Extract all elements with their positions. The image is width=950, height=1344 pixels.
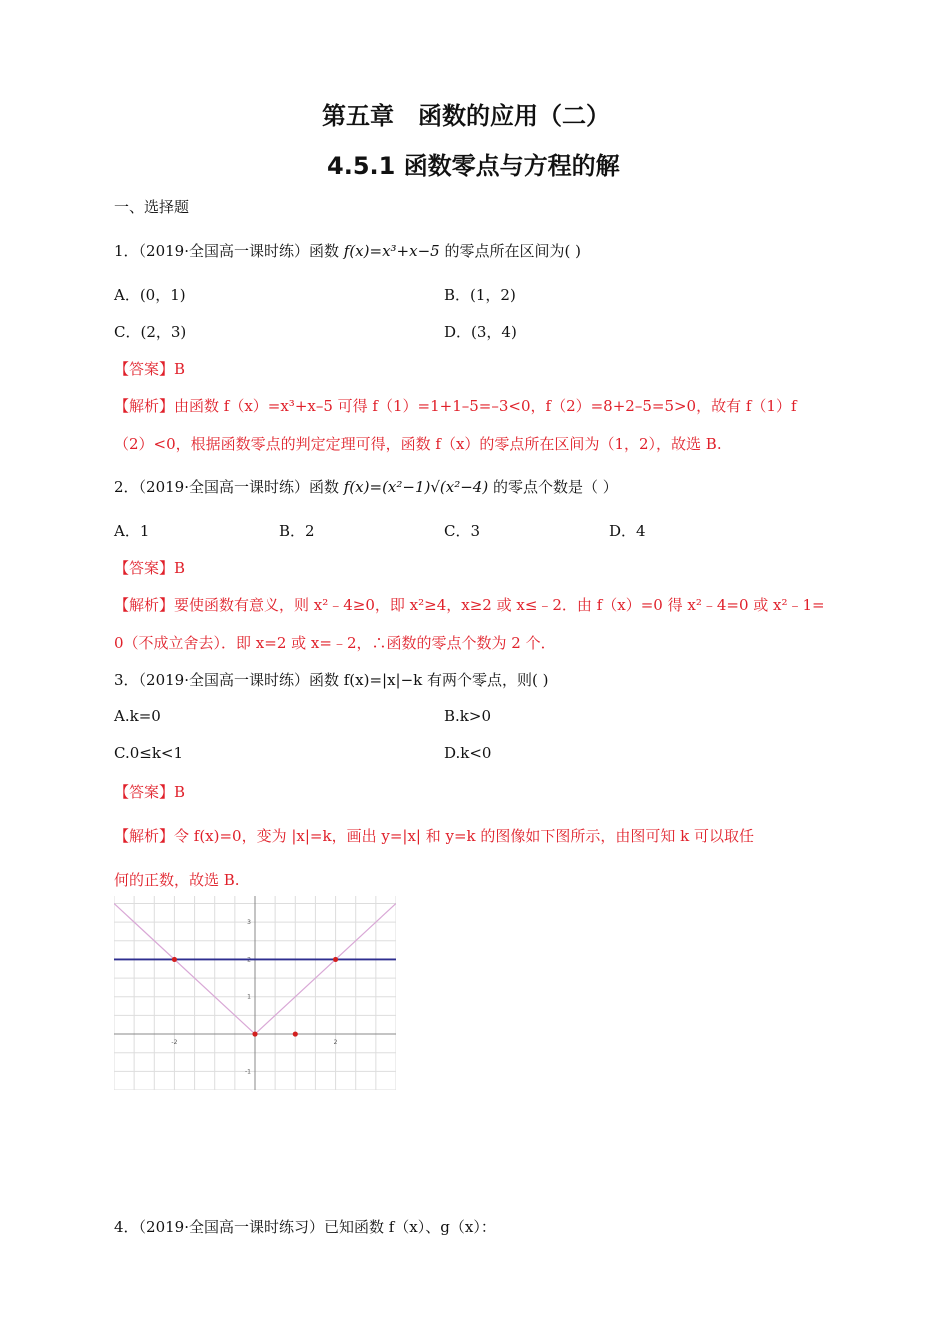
question-1-formula: f(x)=x³+x−5	[343, 242, 440, 260]
q3-option-d: D.k<0	[444, 744, 492, 762]
abs-value-graph	[114, 896, 396, 1090]
q1-option-c: C．(2，3)	[114, 323, 187, 341]
q2-analysis-line-1: 【解析】要使函数有意义，则 x²﹣4≥0，即 x²≥4，x≥2 或 x≤﹣2．由 f（x）=0 得 x²﹣4=0 或 x²﹣1=	[114, 596, 825, 614]
q1-answer: 【答案】B	[114, 360, 186, 378]
x-tick-label: -2	[171, 1039, 178, 1047]
q1-analysis-line-1: 【解析】由函数 f（x）=x³+x–5 可得 f（1）=1+1–5=–3<0，f（2）=8+2–5=5>0，故有 f（1）f	[114, 397, 797, 415]
x-tick-label: 2	[333, 1039, 338, 1047]
q2-option-c: C．3	[444, 522, 481, 540]
q3-analysis-line-1: 【解析】令 f(x)=0，变为 |x|=k，画出 y=|x| 和 y=k 的图像如下图所示，由图可知 k 可以取任	[114, 827, 755, 845]
question-2	[114, 476, 618, 497]
q2-option-b: B．2	[279, 522, 315, 540]
section-label: 一、选择题	[114, 198, 190, 216]
q3-option-c: C.0≤k<1	[114, 744, 184, 762]
y-tick-label: 1	[247, 993, 251, 1001]
intersection-point	[172, 957, 177, 962]
q2-option-a: A．1	[114, 522, 150, 540]
q3-option-b: B.k>0	[444, 707, 491, 725]
q2-analysis-line-2: 0（不成立舍去）．即 x=2 或 x=﹣2，∴函数的零点个数为 2 个．	[114, 634, 556, 652]
y-tick-label: -1	[245, 1068, 251, 1076]
question-2-formula: f(x)=(x²−1)√(x²−4)	[343, 478, 489, 496]
q2-option-d: D．4	[609, 522, 646, 540]
intersection-point	[333, 957, 338, 962]
question-1-suffix: 的零点所在区间为( )	[444, 242, 581, 260]
y-tick-label: 3	[247, 919, 251, 927]
question-1-prefix: 1．（2019·全国高一课时练）函数	[114, 242, 339, 260]
question-4: 4．（2019·全国高一课时练习）已知函数 f（x）、g（x）：	[114, 1218, 496, 1236]
intersection-point	[293, 1031, 298, 1036]
q2-answer: 【答案】B	[114, 559, 186, 577]
intersection-point	[252, 1031, 257, 1036]
q1-option-d: D．(3，4)	[444, 323, 517, 341]
q3-option-a: A.k=0	[114, 707, 161, 725]
question-2-suffix: 的零点个数是（ ）	[492, 478, 618, 496]
section-title: 4.5.1 函数零点与方程的解	[327, 152, 620, 180]
y-tick-label: 2	[247, 956, 251, 964]
question-1	[114, 240, 581, 261]
question-2-prefix: 2．（2019·全国高一课时练）函数	[114, 478, 339, 496]
question-3: 3．（2019·全国高一课时练）函数 f(x)=|x|−k 有两个零点，则( )	[114, 671, 549, 689]
chapter-title: 第五章 函数的应用（二）	[322, 102, 610, 130]
q3-analysis-line-2: 何的正数，故选 B.	[114, 871, 240, 889]
q1-analysis-line-2: （2）<0，根据函数零点的判定定理可得，函数 f（x）的零点所在区间为（1，2），故选 B.	[114, 435, 722, 453]
q1-option-b: B．(1，2)	[444, 286, 516, 304]
q3-answer: 【答案】B	[114, 783, 186, 801]
q1-option-a: A．(0，1)	[114, 286, 186, 304]
